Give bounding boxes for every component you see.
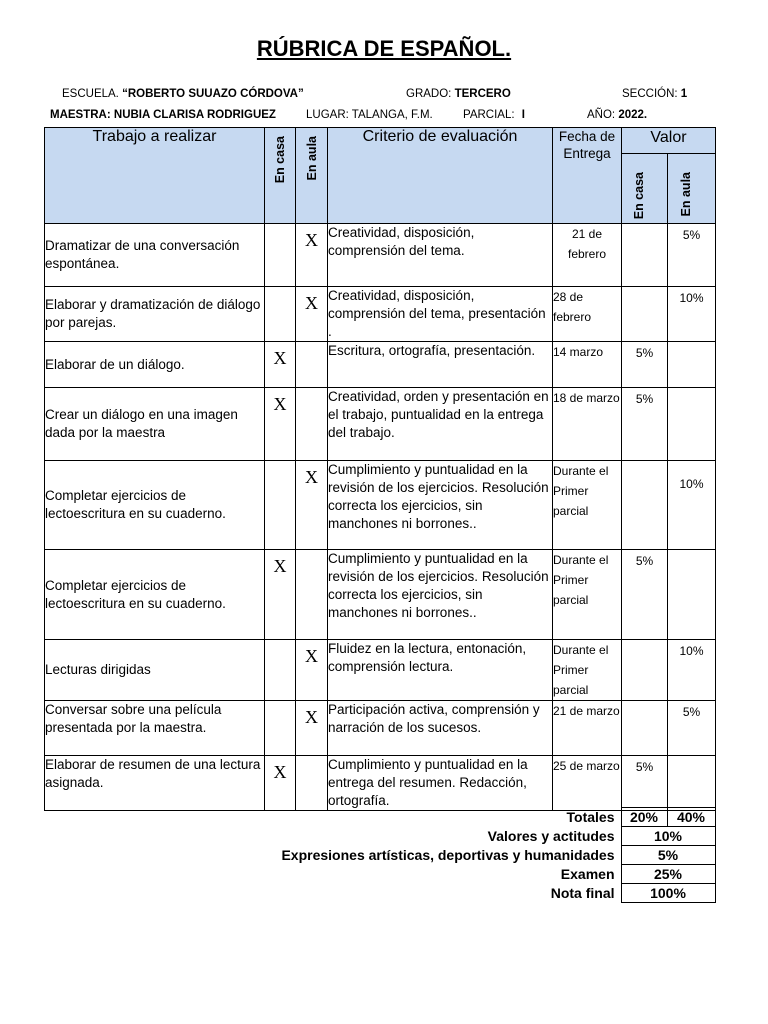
nota-final-value: 100%	[621, 884, 715, 903]
grado-field	[406, 88, 511, 100]
valor-aula-text: En aula	[678, 172, 693, 217]
escuela-value: “ROBERTO SUUAZO CÓRDOVA”	[122, 88, 304, 100]
casa-mark: X	[265, 756, 296, 811]
valor-aula-cell: 10%	[668, 287, 716, 342]
task-cell: Elaborar y dramatización de diálogo por parejas.	[45, 287, 265, 342]
rubric-table	[44, 127, 716, 811]
criterio-cell: Creatividad, disposición, comprensión del tema, presentación .	[328, 287, 553, 342]
valor-aula-cell: 5%	[668, 224, 716, 287]
casa-mark	[265, 287, 296, 342]
lugar-field: LUGAR: TALANGA, F.M.	[306, 109, 433, 121]
fecha-cell: Durante el Primer parcial	[553, 461, 622, 550]
fecha-cell: Durante el Primer parcial	[553, 640, 622, 701]
anio-field	[587, 109, 647, 121]
grado-value: TERCERO	[454, 88, 511, 100]
fecha-cell: 14 marzo	[553, 342, 622, 388]
aula-mark	[296, 388, 328, 461]
valor-casa-cell	[622, 640, 668, 701]
expresiones-label: Expresiones artísticas, deportivas y humanidades	[281, 847, 615, 863]
col-trabajo-header: Trabajo a realizar	[45, 128, 265, 224]
task-cell: Completar ejercicios de lectoescritura en su cuaderno.	[45, 550, 265, 640]
casa-mark	[265, 701, 296, 756]
valor-casa-cell	[622, 461, 668, 550]
seccion-value: 1	[680, 88, 688, 100]
valor-casa-cell: 5%	[622, 388, 668, 461]
table-row	[45, 342, 716, 388]
examen-row	[44, 865, 715, 884]
criterio-cell: Participación activa, comprensión y narración de los sucesos.	[328, 701, 553, 756]
casa-mark	[265, 640, 296, 701]
fecha-cell: 21 de febrero	[553, 224, 622, 287]
task-cell: Completar ejercicios de lectoescritura en su cuaderno.	[45, 461, 265, 550]
col-en-casa-header	[265, 128, 296, 224]
fecha-cell: 25 de marzo	[553, 756, 622, 811]
col-valor-casa-header	[622, 154, 668, 224]
table-row	[45, 756, 716, 811]
casa-mark: X	[265, 342, 296, 388]
fecha-cell: 21 de marzo	[553, 701, 622, 756]
criterio-cell: Creatividad, disposición, comprensión del tema.	[328, 224, 553, 287]
nota-final-label: Nota final	[550, 885, 615, 901]
aula-mark: X	[296, 287, 328, 342]
col-valor-aula-header	[668, 154, 716, 224]
escuela-label: ESCUELA.	[62, 88, 123, 100]
seccion-label: SECCIÓN:	[622, 88, 681, 100]
valor-aula-cell	[668, 342, 716, 388]
task-cell: Crear un diálogo en una imagen dada por la maestra	[45, 388, 265, 461]
examen-label: Examen	[560, 866, 615, 882]
valor-casa-cell: 5%	[622, 550, 668, 640]
task-cell: Elaborar de un diálogo.	[45, 342, 265, 388]
table-header-row	[45, 128, 716, 154]
valor-casa-text: En casa	[631, 172, 646, 220]
col-fecha-header: Fecha de Entrega	[553, 128, 622, 224]
en-casa-text: En casa	[273, 136, 287, 184]
valor-aula-cell	[668, 756, 716, 811]
seccion-field	[622, 88, 687, 100]
criterio-cell: Cumplimiento y puntualidad en la entrega del resumen. Redacción, ortografía.	[328, 756, 553, 811]
col-criterio-header: Criterio de evaluación	[328, 128, 553, 224]
valor-aula-cell: 10%	[668, 461, 716, 550]
valores-label: Valores y actitudes	[487, 828, 615, 844]
valores-value: 10%	[621, 827, 715, 846]
aula-mark	[296, 756, 328, 811]
totales-casa: 20%	[621, 808, 667, 827]
parcial-label: PARCIAL:	[463, 109, 515, 121]
table-row	[45, 287, 716, 342]
totales-aula: 40%	[667, 808, 715, 827]
totals-table	[44, 807, 716, 903]
table-row	[45, 224, 716, 287]
col-en-aula-header	[296, 128, 328, 224]
en-aula-text: En aula	[304, 136, 319, 181]
table-row	[45, 701, 716, 756]
aula-mark: X	[296, 224, 328, 287]
anio-value: 2022.	[618, 109, 648, 121]
title-period: .	[505, 36, 512, 61]
valor-casa-cell	[622, 224, 668, 287]
valor-casa-cell	[622, 701, 668, 756]
valores-row	[44, 827, 715, 846]
parcial-value: I	[521, 109, 525, 121]
table-row	[45, 388, 716, 461]
casa-mark	[265, 461, 296, 550]
aula-mark: X	[296, 640, 328, 701]
criterio-cell: Cumplimiento y puntualidad en la revisión de los ejercicios. Resolución correcta los ejercicios, sin manchones ni borrones..	[328, 461, 553, 550]
expresiones-value: 5%	[621, 846, 715, 865]
task-cell: Elaborar de resumen de una lectura asignada.	[45, 756, 265, 811]
valor-aula-cell	[668, 550, 716, 640]
task-cell: Lecturas dirigidas	[45, 640, 265, 701]
parcial-field	[463, 109, 525, 121]
casa-mark: X	[265, 550, 296, 640]
casa-mark	[265, 224, 296, 287]
anio-label: AÑO:	[587, 109, 619, 121]
valor-aula-cell: 5%	[668, 701, 716, 756]
table-row	[45, 550, 716, 640]
escuela-field	[62, 88, 304, 100]
aula-mark	[296, 550, 328, 640]
aula-mark: X	[296, 701, 328, 756]
task-cell: Dramatizar de una conversación espontánea.	[45, 224, 265, 287]
casa-mark: X	[265, 388, 296, 461]
criterio-cell: Fluidez en la lectura, entonación, comprensión lectura.	[328, 640, 553, 701]
table-row	[45, 640, 716, 701]
valor-casa-cell: 5%	[622, 342, 668, 388]
criterio-cell: Cumplimiento y puntualidad en la revisión de los ejercicios. Resolución correcta los ejercicios, sin manchones ni borrones..	[328, 550, 553, 640]
fecha-cell: 18 de marzo	[553, 388, 622, 461]
criterio-cell: Escritura, ortografía, presentación.	[328, 342, 553, 388]
criterio-cell: Creatividad, orden y presentación en el trabajo, puntualidad en la entrega del trabajo.	[328, 388, 553, 461]
valor-casa-cell: 5%	[622, 756, 668, 811]
totales-label: Totales	[566, 809, 615, 825]
nota-final-row	[44, 884, 715, 903]
grado-label: GRADO:	[406, 88, 455, 100]
aula-mark: X	[296, 461, 328, 550]
fecha-cell: Durante el Primer parcial	[553, 550, 622, 640]
maestra-field: MAESTRA: NUBIA CLARISA RODRIGUEZ	[50, 109, 276, 121]
col-valor-header: Valor	[622, 128, 716, 154]
examen-value: 25%	[621, 865, 715, 884]
totales-row	[44, 808, 715, 827]
expresiones-row	[44, 846, 715, 865]
page-title	[0, 36, 768, 62]
valor-casa-cell	[622, 287, 668, 342]
title-text: RÚBRICA DE ESPAÑOL	[256, 36, 505, 61]
task-cell: Conversar sobre una película presentada por la maestra.	[45, 701, 265, 756]
valor-aula-cell	[668, 388, 716, 461]
valor-aula-cell: 10%	[668, 640, 716, 701]
fecha-cell: 28 de febrero	[553, 287, 622, 342]
aula-mark	[296, 342, 328, 388]
table-row	[45, 461, 716, 550]
